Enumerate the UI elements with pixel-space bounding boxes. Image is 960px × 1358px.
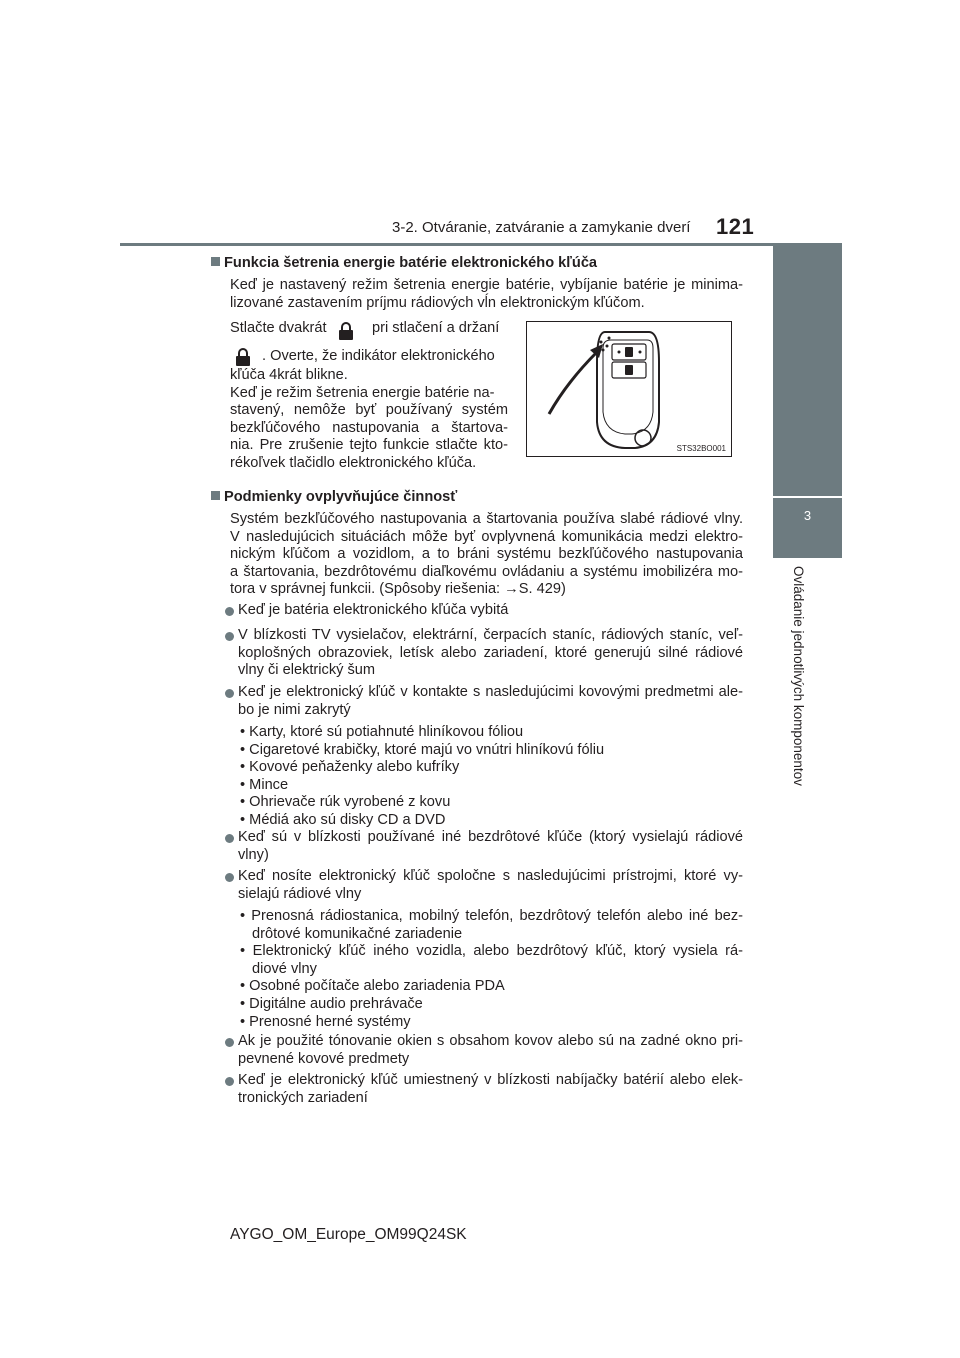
page-number: 121 xyxy=(716,214,755,239)
figure-code: STS32BO001 xyxy=(676,444,726,453)
condition-item: Keď je elektronický kľúč umiestnený v blízkosti nabíjačky batérií alebo elek- tronických zariadení xyxy=(238,1072,743,1106)
round-bullet-icon xyxy=(225,632,234,641)
square-bullet-icon xyxy=(211,491,220,500)
round-bullet-icon xyxy=(225,873,234,882)
section1-body: kľúča 4krát blikne. Keď je režim šetrenia energie batérie na- stavený, nemôže byť používaný systém bezkľúčového nastupovania a štartova- nia. Pre zrušenie tejto funkcie stlačte kto- rékoľvek tlačidlo elektronického kľúča. xyxy=(230,367,508,471)
condition-item: Keď nosíte elektronický kľúč spoločne s nasledujúcimi prístrojmi, ktoré vy- sielajú rádiové vlny xyxy=(238,868,743,902)
chapter-label: Ovládanie jednotlivých komponentov xyxy=(791,566,806,786)
square-bullet-icon xyxy=(211,257,220,266)
document-footer: AYGO_OM_Europe_OM99Q24SK xyxy=(230,1226,467,1243)
chapter-tab xyxy=(773,498,842,558)
section-heading-battery-saving: Funkcia šetrenia energie batérie elektronického kľúča xyxy=(211,255,597,273)
condition-item: Keď je elektronický kľúč v kontakte s nasledujúcimi kovovými predmetmi ale- bo je nimi zakrytý xyxy=(238,684,743,718)
round-bullet-icon xyxy=(225,834,234,843)
metal-objects-list: • Karty, ktoré sú potiahnuté hliníkovou fóliou • Cigaretové krabičky, ktoré majú vo vnútri hliníkovú fóliu • Kovové peňaženky alebo kufríky • Mince • Ohrievače rúk vyrobené z kovu • Médiá ako sú disky CD a DVD xyxy=(240,724,605,828)
key-fob-illustration xyxy=(527,322,731,456)
section-heading-conditions: Podmienky ovplyvňujúce činnosť xyxy=(211,489,457,507)
lock-icon xyxy=(235,348,251,366)
condition-item: Keď sú v blízkosti používané iné bezdrôtové kľúče (ktorý vysielajú rádiové vlny) xyxy=(238,829,743,863)
round-bullet-icon xyxy=(225,689,234,698)
round-bullet-icon xyxy=(225,1077,234,1086)
round-bullet-icon xyxy=(225,607,234,616)
section2-intro: Systém bezkľúčového nastupovania a štartovania používa slabé rádiové vlny. V nasledujúcich situáciách môže byť ovplyvnená komunikácia medzi elektro- nickým kľúčom a vozidlom, a to bráni systému bezkľúčového nastupovania a štartovania, bezdrôtovému diaľkovému ovládaniu a systému imobilizéra mo- tora v správnej funkcii. (Spôsoby riešenia: →S. 429) xyxy=(230,511,743,598)
section1-intro: Keď je nastavený režim šetrenia energie batérie, vybíjanie batérie je minima- lizované zastavením príjmu rádiových vĺn elektronickým kľúčom. xyxy=(230,277,743,311)
lock-icon xyxy=(338,322,354,340)
side-tab-bar xyxy=(773,246,842,496)
press-instruction-c: . Overte, že indikátor elektronického xyxy=(262,348,495,364)
condition-item: Ak je použité tónovanie okien s obsahom kovov alebo sú na zadné okno pri- pevnené kovové predmety xyxy=(238,1033,743,1067)
condition-item: V blízkosti TV vysielačov, elektrární, čerpacích staníc, rádiových staníc, veľ- koplošných obrazoviek, letísk alebo zariadení, ktoré generujú silné rádiové vlny či elektrický šum xyxy=(238,627,743,679)
key-fob-figure xyxy=(526,321,732,457)
chapter-number: 3 xyxy=(803,508,812,523)
condition-item: Keď je batéria elektronického kľúča vybitá xyxy=(238,602,509,618)
header-rule xyxy=(120,243,842,246)
press-instruction-b: pri stlačení a držaní xyxy=(372,320,500,336)
radio-devices-list: • Prenosná rádiostanica, mobilný telefón, bezdrôtový telefón alebo iné bez- drôtové komunikačné zariadenie • Elektronický kľúč iného vozidla, alebo bezdrôtový kľúč, ktorý vysiela rá- diové vlny • Osobné počítače alebo zariadenia PDA • Digitálne audio prehrávače • Prenosné herné systémy xyxy=(240,908,743,1030)
press-instruction-a: Stlačte dvakrát xyxy=(230,320,327,336)
running-header-section: 3-2. Otváranie, zatváranie a zamykanie dverí xyxy=(392,219,691,236)
round-bullet-icon xyxy=(225,1038,234,1047)
